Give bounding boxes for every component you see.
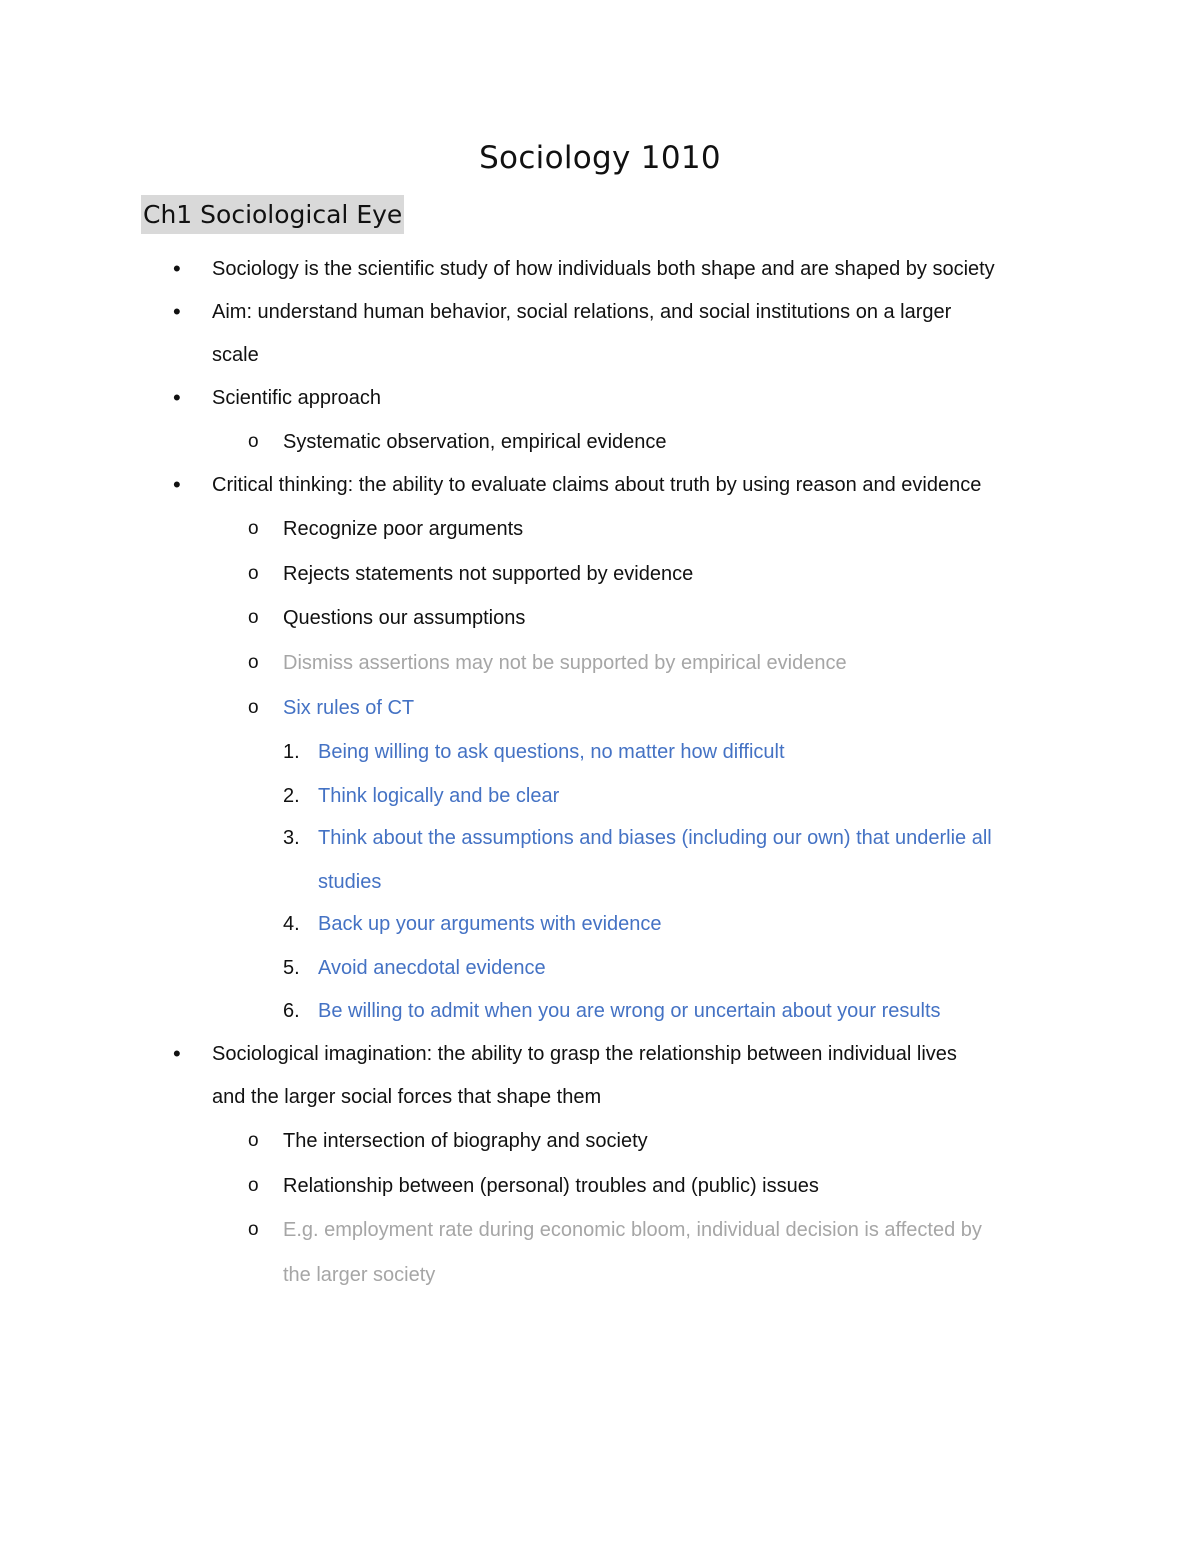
- number-marker: 2.: [283, 785, 300, 807]
- circle-marker: o: [248, 1175, 259, 1196]
- list-item-text: Sociological imagination: the ability to grasp the relationship between individual lives: [212, 1043, 957, 1065]
- circle-marker: o: [248, 697, 259, 718]
- number-marker: 1.: [283, 741, 300, 763]
- list-item-text: Rejects statements not supported by evidence: [283, 563, 694, 585]
- number-marker: 5.: [283, 957, 300, 979]
- list-item-text: Critical thinking: the ability to evaluate claims about truth by using reason and evidence: [212, 474, 982, 496]
- circle-marker: o: [248, 607, 259, 628]
- list-item-text: Be willing to admit when you are wrong or uncertain about your results: [318, 1000, 941, 1022]
- number-marker: 4.: [283, 913, 300, 935]
- list-item-text: Recognize poor arguments: [283, 518, 524, 540]
- list-item-text: Back up your arguments with evidence: [318, 913, 662, 935]
- list-item-text: the larger society: [283, 1264, 436, 1286]
- list-item-text: studies: [318, 871, 382, 893]
- list-item-text: Relationship between (personal) troubles and (public) issues: [283, 1175, 819, 1197]
- list-item-text: The intersection of biography and society: [283, 1130, 648, 1152]
- bullet-marker: •: [173, 472, 181, 497]
- number-marker: 3.: [283, 827, 300, 849]
- list-item-text: Questions our assumptions: [283, 607, 526, 629]
- list-item-text: Being willing to ask questions, no matter how difficult: [318, 741, 785, 763]
- circle-marker: o: [248, 518, 259, 539]
- list-item-text: Aim: understand human behavior, social relations, and social institutions on a larger: [212, 301, 952, 323]
- list-item-text: Systematic observation, empirical evidence: [283, 431, 667, 453]
- list-item-text: Scientific approach: [212, 387, 381, 409]
- circle-marker: o: [248, 431, 259, 452]
- bullet-marker: •: [173, 385, 181, 410]
- list-item-text: Dismiss assertions may not be supported by empirical evidence: [283, 652, 847, 674]
- list-item-text: scale: [212, 344, 259, 366]
- list-item-text: Avoid anecdotal evidence: [318, 957, 546, 979]
- circle-marker: o: [248, 1130, 259, 1151]
- list-item-text: Think logically and be clear: [318, 785, 560, 807]
- list-item-text: Sociology is the scientific study of how individuals both shape and are shaped by society: [212, 258, 995, 280]
- circle-marker: o: [248, 563, 259, 584]
- bullet-marker: •: [173, 299, 181, 324]
- bullet-marker: •: [173, 256, 181, 281]
- list-item-text: Think about the assumptions and biases (including our own) that underlie all: [318, 827, 992, 849]
- circle-marker: o: [248, 1219, 259, 1240]
- list-item-text: E.g. employment rate during economic bloom, individual decision is affected by: [283, 1219, 982, 1241]
- chapter-heading: Ch1 Sociological Eye: [141, 195, 404, 234]
- circle-marker: o: [248, 652, 259, 673]
- bullet-marker: •: [173, 1041, 181, 1066]
- list-item-text: Six rules of CT: [283, 697, 415, 719]
- list-item-text: and the larger social forces that shape them: [212, 1086, 602, 1108]
- number-marker: 6.: [283, 1000, 300, 1022]
- document-title: Sociology 1010: [479, 140, 721, 176]
